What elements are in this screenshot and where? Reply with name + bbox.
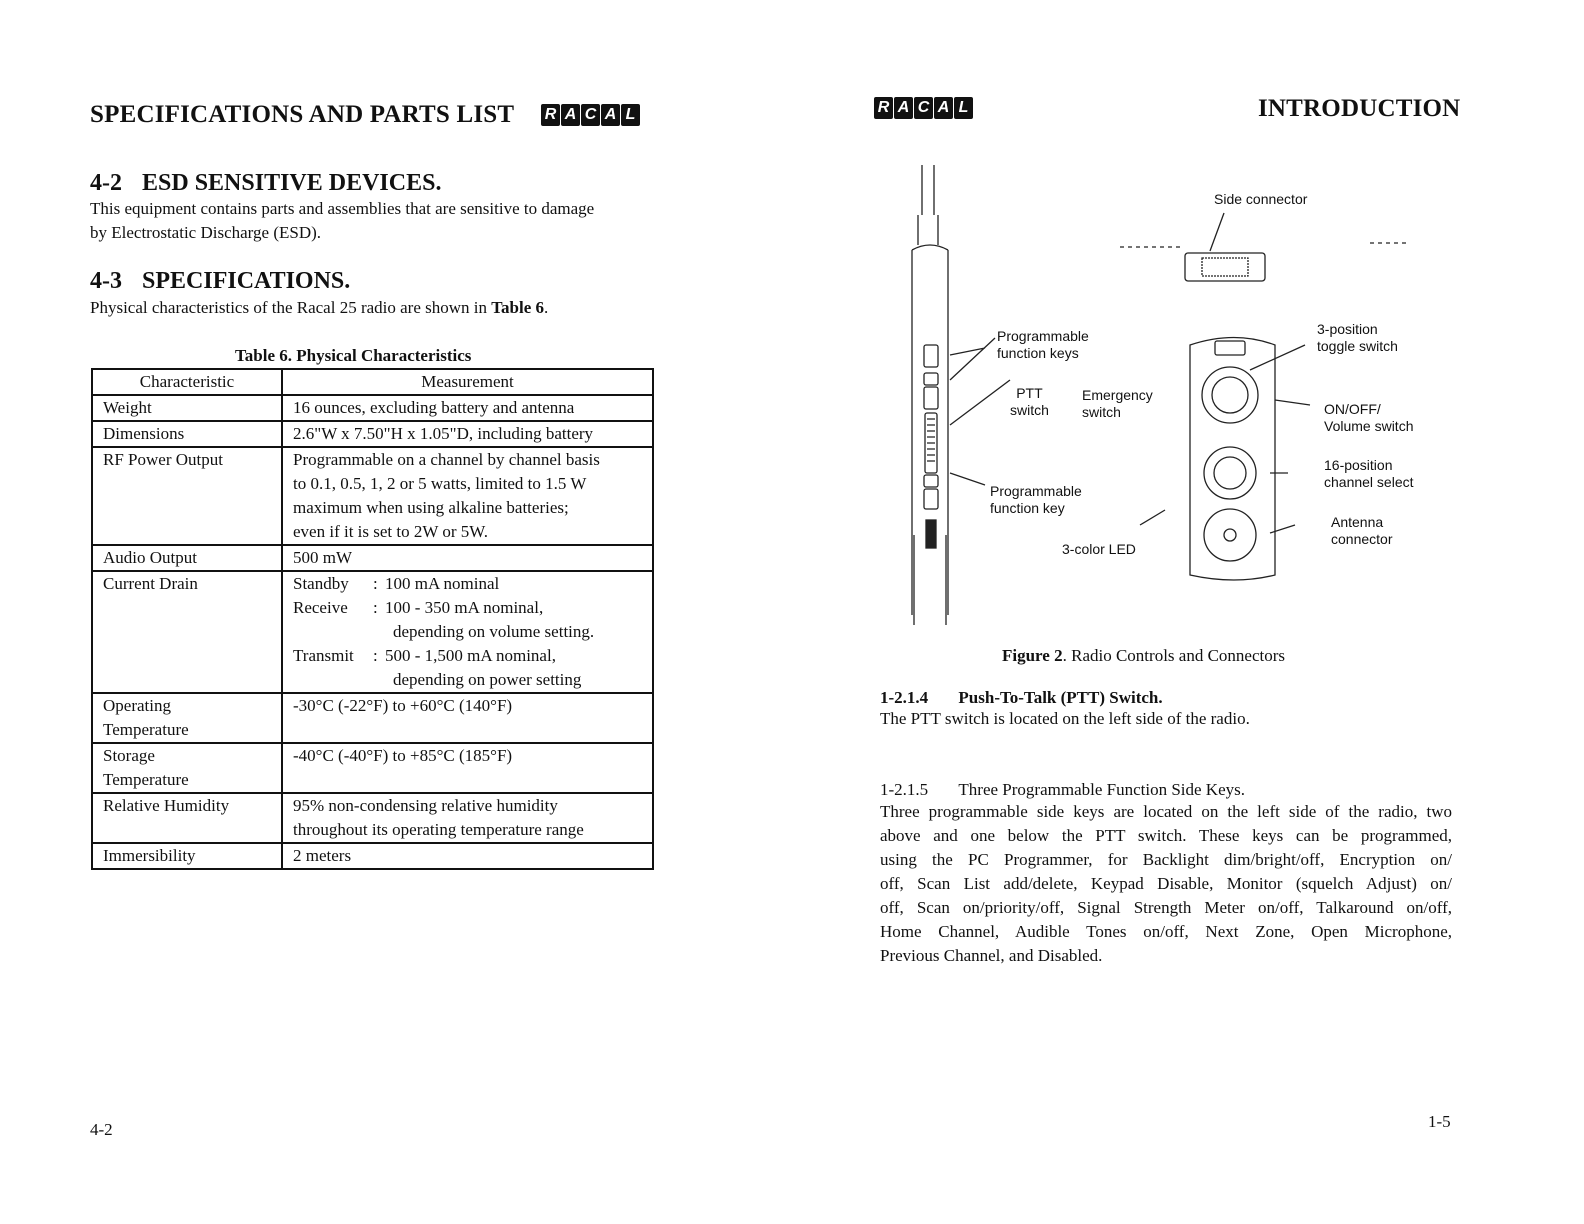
header-measurement: Measurement [282,369,653,395]
racal-logo-left [541,104,640,126]
row-value [282,793,653,843]
table-row [92,545,653,571]
label-line: Storage [103,746,155,765]
label-line: function key [990,500,1065,516]
logo-letter: A [601,104,620,126]
text-line: This equipment contains parts and assemblies that are sensitive to damage [90,199,595,218]
section-1-2-1-4-text: The PTT switch is located on the left side of the radio. [880,709,1250,728]
row-label: Immersibility [92,843,282,869]
row-label [92,743,282,793]
label-line: Antenna [1331,514,1384,530]
value-line: maximum when using alkaline batteries; [293,498,569,517]
row-value: 16 ounces, excluding battery and antenna [282,395,653,421]
colon: : [373,598,378,617]
row-label: Weight [92,395,282,421]
label-3-position-toggle [1317,321,1398,355]
row-value: 500 mW [282,545,653,571]
section-number: 4-3 [90,268,122,294]
physical-characteristics-table [91,368,654,870]
logo-letter: C [581,104,600,126]
label-line: toggle switch [1317,338,1398,354]
section-number: 1-2.1.4 [880,688,929,707]
row-label: Audio Output [92,545,282,571]
standby-label: Standby [293,574,349,593]
left-page-number: 4-2 [90,1120,113,1139]
label-emergency-switch [1082,387,1153,421]
text-line: Previous Channel, and Disabled. [880,946,1103,965]
section-4-2-heading [90,170,441,197]
label-line: 16-position [1324,457,1393,473]
right-page-number: 1-5 [1428,1112,1451,1131]
label-3-color-led: 3-color LED [1062,541,1136,557]
colon: : [373,574,378,593]
label-line: Emergency [1082,387,1153,403]
section-1-2-1-5-heading [880,778,1245,802]
row-label: Current Drain [92,571,282,693]
table-row [92,395,653,421]
label-programmable-function-keys [997,328,1089,362]
section-4-3-heading [90,268,350,295]
logo-letter: A [894,97,913,119]
row-label: RF Power Output [92,447,282,545]
transmit-label: Transmit [293,646,354,665]
logo-letter: C [914,97,933,119]
row-value: 2 meters [282,843,653,869]
row-label: Dimensions [92,421,282,447]
label-programmable-function-key [990,483,1082,517]
transmit-continuation: depending on power setting [393,670,582,689]
radio-drawing [890,155,1450,635]
intro-table-ref: Table 6 [491,298,545,317]
label-line: switch [1082,404,1121,420]
text-line: by Electrostatic Discharge (ESD). [90,223,322,242]
label-line: connector [1331,531,1393,547]
text-line: Home Channel, Audible Tones on/off, Next Zone, Open Microphone, [880,922,1452,941]
transmit-value: 500 - 1,500 mA nominal, [385,646,556,665]
logo-letter: A [934,97,953,119]
text-line: off, Scan List add/delete, Keypad Disable, Monitor (squelch Adjust) on/ [880,874,1452,893]
label-line: ON/OFF/ [1324,401,1381,417]
text-line: off, Scan on/priority/off, Signal Strength Meter on/off, Talkaround on/off, [880,898,1452,917]
table-row [92,793,653,843]
label-line: Volume switch [1324,418,1414,434]
label-ptt-switch [1010,385,1049,419]
label-line: Operating [103,696,171,715]
label-line: PTT [1016,385,1043,401]
label-line: Programmable [997,328,1089,344]
value-line: Programmable on a channel by channel basis [293,450,600,469]
standby-value: 100 mA nominal [385,574,500,593]
racal-logo-right [874,97,973,119]
row-value: -30°C (-22°F) to +60°C (140°F) [282,693,653,743]
text-line: above and one below the PTT switch. These keys can be programmed, [880,826,1452,845]
row-value: -40°C (-40°F) to +85°C (185°F) [282,743,653,793]
row-value: 2.6"W x 7.50"H x 1.05"D, including battery [282,421,653,447]
text-line: Three programmable side keys are located on the left side of the radio, two [880,802,1452,821]
radio-figure [890,155,1450,635]
figure-caption [1002,644,1285,668]
colon: : [373,646,378,665]
logo-letter: L [954,97,973,119]
table-header-row [92,369,653,395]
receive-continuation: depending on volume setting. [393,622,595,641]
logo-letter: R [874,97,893,119]
section-title: SPECIFICATIONS. [142,268,351,294]
text-line: using the PC Programmer, for Backlight dim/bright/off, Encryption on/ [880,850,1452,869]
label-line: switch [1010,402,1049,418]
section-4-3-intro [90,296,548,320]
table-row [92,421,653,447]
value-line: throughout its operating temperature range [293,820,584,839]
section-title: ESD SENSITIVE DEVICES. [142,170,442,196]
receive-value: 100 - 350 mA nominal, [385,598,544,617]
label-16-position-channel [1324,457,1414,491]
section-number: 1-2.1.5 [880,780,929,799]
section-4-2-text [90,197,670,245]
logo-letter: L [621,104,640,126]
label-side-connector: Side connector [1214,191,1308,207]
row-value [282,447,653,545]
label-line: channel select [1324,474,1414,490]
label-line: 3-position [1317,321,1378,337]
section-number: 4-2 [90,170,122,196]
figure-caption-text: . Radio Controls and Connectors [1062,646,1286,665]
table-row [92,571,653,693]
intro-text: Physical characteristics of the Racal 25 radio are shown in [90,298,492,317]
logo-letter: R [541,104,560,126]
section-1-2-1-5-text [880,800,1452,968]
label-line: Temperature [103,770,189,789]
row-value [282,571,653,693]
label-line: function keys [997,345,1079,361]
current-drain-grid [293,572,642,692]
table-caption: Table 6. Physical Characteristics [235,346,472,365]
figure-caption-label: Figure 2 [1002,646,1063,665]
label-line: Temperature [103,720,189,739]
table-row [92,743,653,793]
row-label: Relative Humidity [92,793,282,843]
logo-letter: A [561,104,580,126]
value-line: 95% non-condensing relative humidity [293,796,558,815]
label-onoff-volume [1324,401,1413,435]
label-antenna-connector [1331,514,1392,548]
left-header-title: SPECIFICATIONS AND PARTS LIST [90,101,515,128]
intro-end: . [544,298,549,317]
label-line: Programmable [990,483,1082,499]
section-title: Push-To-Talk (PTT) Switch. [958,688,1163,707]
receive-label: Receive [293,598,348,617]
value-line: even if it is set to 2W or 5W. [293,522,489,541]
table-row [92,843,653,869]
header-characteristic: Characteristic [92,369,282,395]
table-row [92,693,653,743]
value-line: to 0.1, 0.5, 1, 2 or 5 watts, limited to 1.5 W [293,474,587,493]
right-header-title: INTRODUCTION [1258,95,1461,122]
row-label [92,693,282,743]
table-row [92,447,653,545]
section-title: Three Programmable Function Side Keys. [958,780,1245,799]
